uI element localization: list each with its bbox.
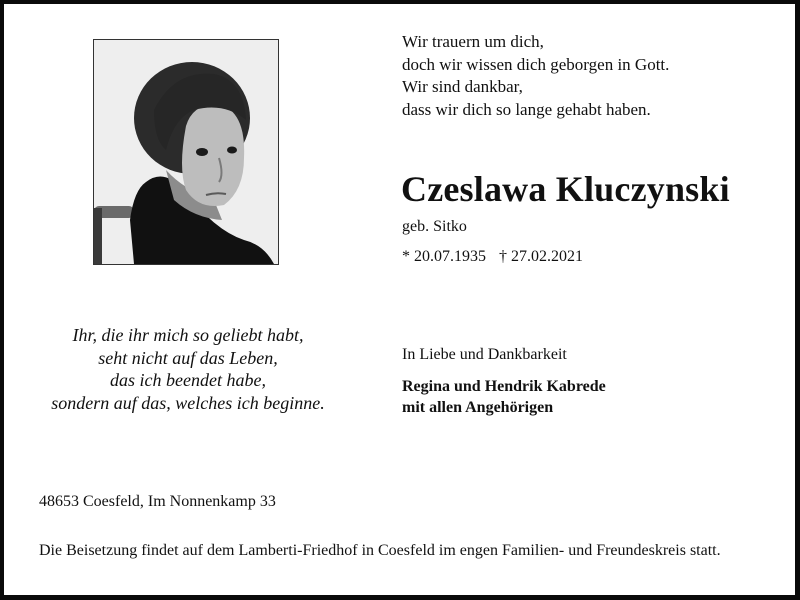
birth-date: * 20.07.1935 bbox=[402, 248, 486, 265]
mourner-line: Regina und Hendrik Kabrede bbox=[402, 378, 606, 395]
memorial-quote bbox=[28, 324, 348, 414]
quote-line: sondern auf das, welches ich beginne. bbox=[51, 392, 325, 413]
verse-line: doch wir wissen dich geborgen in Gott. bbox=[402, 54, 670, 74]
address: 48653 Coesfeld, Im Nonnenkamp 33 bbox=[39, 493, 276, 510]
quote-line: Ihr, die ihr mich so geliebt habt, bbox=[72, 325, 304, 345]
deceased-name: Czeslawa Kluczynski bbox=[401, 169, 730, 209]
quote-line: seht nicht auf das Leben, bbox=[98, 347, 278, 368]
portrait-photo bbox=[93, 39, 279, 265]
verse-line: Wir trauern um dich, bbox=[402, 32, 544, 51]
death-date: † 27.02.2021 bbox=[499, 248, 583, 265]
quote-line: das ich beendet habe, bbox=[110, 370, 266, 390]
mourners-list bbox=[402, 377, 606, 418]
verse-line: Wir sind dankbar, bbox=[402, 77, 523, 96]
verse-line: dass wir dich so lange gehabt haben. bbox=[402, 99, 651, 119]
burial-notice: Die Beisetzung findet auf dem Lamberti-Friedhof in Coesfeld im engen Familien- und Freundeskreis statt. bbox=[39, 542, 721, 559]
mourner-line: mit allen Angehörigen bbox=[402, 398, 554, 416]
closing-phrase: In Liebe und Dankbarkeit bbox=[402, 346, 567, 363]
life-dates bbox=[402, 247, 583, 267]
maiden-name: geb. Sitko bbox=[402, 218, 467, 235]
portrait-image bbox=[94, 40, 278, 264]
opening-verse bbox=[402, 31, 669, 121]
